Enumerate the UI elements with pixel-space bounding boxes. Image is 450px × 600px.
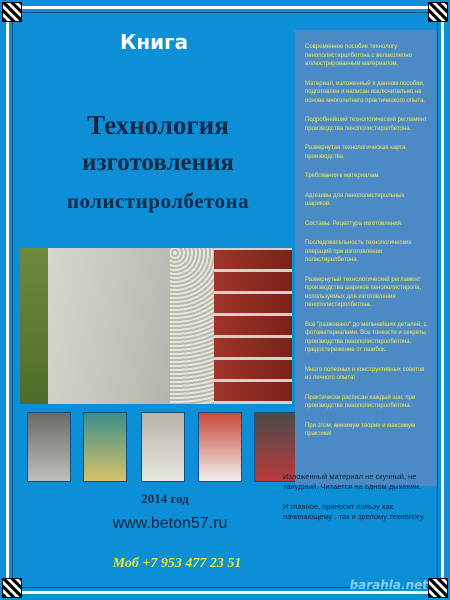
feature-item: Все "разжевано" до мельчайших деталей, с фотоматериалами. Все тонкости и секреты производства пенополистиролбетона, предостережение от ошибок. <box>305 321 427 353</box>
bottom-description <box>283 472 433 532</box>
book-label: Книга <box>120 30 189 54</box>
photo-brick-wall <box>214 248 292 404</box>
feature-item: При этом, минимум теории и максимум практики! <box>305 422 415 437</box>
corner-ornament <box>428 2 448 22</box>
bottom-paragraph-2: И главное, приносит пользу как начинающему , так и зрелому технологу. <box>283 502 425 521</box>
title-line-2: изготовления <box>82 149 234 176</box>
thumbnail-photo <box>27 412 71 482</box>
feature-item: Практически расписан каждый шаг, при производстве пенополистиролбетона. <box>305 394 416 409</box>
thumbnail-photo <box>141 412 185 482</box>
main-photo <box>20 248 292 404</box>
corner-ornament <box>428 578 448 598</box>
feature-item: Много полезных и конструктивных советов из личного опыта! <box>305 366 425 381</box>
website-link[interactable]: www.beton57.ru <box>112 515 228 532</box>
publication-year: 2014 год <box>141 491 189 506</box>
feature-item: Развернутая технологическая карта производства. <box>305 145 406 160</box>
title-line-3: полистиролбетона <box>66 189 250 213</box>
book-title <box>22 106 294 220</box>
corner-ornament <box>2 2 22 22</box>
feature-item: Подробнейший технологический регламент производства пенополистиролбетона. <box>305 117 427 132</box>
phone-number: Моб +7 953 477 23 51 <box>112 556 242 571</box>
features-panel <box>295 30 437 486</box>
feature-item: Материал, изложенный в данном пособии, подготовлен и написан исключительно на основе многолетнего практического опыта. <box>305 80 426 104</box>
feature-item: Последовательность технологических операций при изготовлении полистиролбетона. <box>305 240 412 263</box>
feature-item: Адгезивы для пенополистирольных шариков. <box>305 192 405 207</box>
feature-item: Составы. Рецептура изготовления. <box>305 220 403 227</box>
title-line-1: Технология <box>87 110 229 140</box>
thumbnail-photo <box>83 412 127 482</box>
corner-ornament <box>2 578 22 598</box>
thumbnail-photo <box>198 412 242 482</box>
feature-item: Современное пособие технологу пенополистиролбетона с великолепно иллюстрированным материалом. <box>305 44 412 67</box>
feature-item: Развернутый технологический регламент производства шариков пенополистирола, используемых для изготовления пенополистиролбетона. <box>305 276 422 308</box>
watermark: barahla.net <box>349 578 428 592</box>
bottom-paragraph-1: Изложенный материал не скучный, не занудный. Читается на одном дыхании. <box>283 472 421 491</box>
photo-foam-block <box>170 248 216 404</box>
feature-item: Требования к материалам. <box>305 173 381 179</box>
